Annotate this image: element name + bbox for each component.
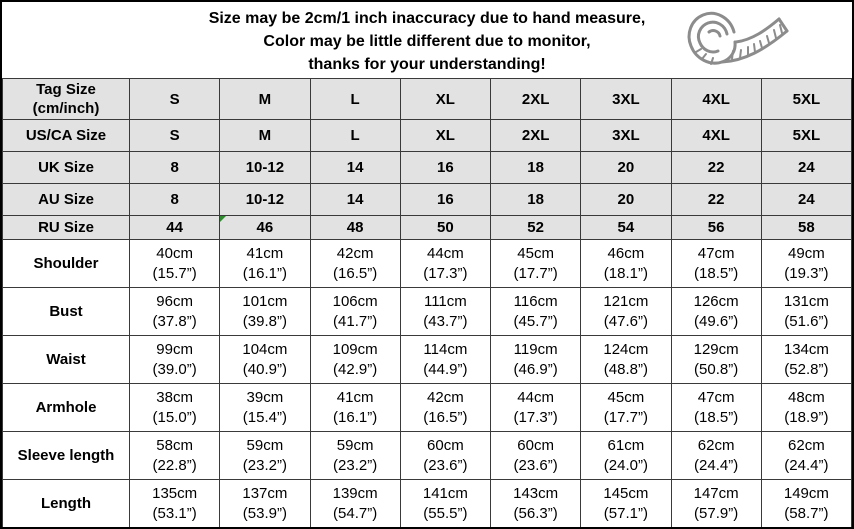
cell: 24 — [761, 152, 851, 184]
table-row — [3, 240, 852, 288]
cell: 40cm (15.7”) — [130, 240, 220, 288]
cell: 52 — [491, 216, 581, 240]
cell: 149cm (58.7”) — [761, 480, 851, 528]
cell: 62cm (24.4”) — [761, 432, 851, 480]
cell: 44cm (17.3”) — [400, 240, 490, 288]
cell: 18 — [491, 152, 581, 184]
measuring-tape-icon — [684, 6, 796, 74]
cell: 41cm (16.1”) — [310, 384, 400, 432]
cell: 44 — [130, 216, 220, 240]
row-label: Waist — [3, 336, 130, 384]
cell: 42cm (16.5”) — [310, 240, 400, 288]
cell: 41cm (16.1”) — [220, 240, 310, 288]
cell: L — [310, 79, 400, 120]
cell: 38cm (15.0”) — [130, 384, 220, 432]
cell: 3XL — [581, 120, 671, 152]
cell: 114cm (44.9”) — [400, 336, 490, 384]
cell: 96cm (37.8”) — [130, 288, 220, 336]
cell: 42cm (16.5”) — [400, 384, 490, 432]
cell: M — [220, 79, 310, 120]
table-body — [3, 79, 852, 528]
cell: 58 — [761, 216, 851, 240]
table-row — [3, 288, 852, 336]
cell: 124cm (48.8”) — [581, 336, 671, 384]
cell: 58cm (22.8”) — [130, 432, 220, 480]
cell: 20 — [581, 152, 671, 184]
cell: 116cm (45.7”) — [491, 288, 581, 336]
cell: 22 — [671, 152, 761, 184]
cell: XL — [400, 120, 490, 152]
size-chart-table — [2, 78, 852, 528]
cell: 5XL — [761, 120, 851, 152]
cell: 111cm (43.7”) — [400, 288, 490, 336]
cell: 4XL — [671, 120, 761, 152]
table-row — [3, 79, 852, 120]
cell: 47cm (18.5”) — [671, 240, 761, 288]
cell: 10-12 — [220, 184, 310, 216]
cell: 104cm (40.9”) — [220, 336, 310, 384]
cell: L — [310, 120, 400, 152]
cell: 8 — [130, 184, 220, 216]
row-label: Sleeve length — [3, 432, 130, 480]
cell: XL — [400, 79, 490, 120]
cell: 145cm (57.1”) — [581, 480, 671, 528]
row-label: UK Size — [3, 152, 130, 184]
cell: 106cm (41.7”) — [310, 288, 400, 336]
cell: 46cm (18.1”) — [581, 240, 671, 288]
cell: 14 — [310, 184, 400, 216]
cell: 47cm (18.5”) — [671, 384, 761, 432]
row-label: RU Size — [3, 216, 130, 240]
cell: 60cm (23.6”) — [491, 432, 581, 480]
cell: 135cm (53.1”) — [130, 480, 220, 528]
cell: 5XL — [761, 79, 851, 120]
cell: 137cm (53.9”) — [220, 480, 310, 528]
cell: 147cm (57.9”) — [671, 480, 761, 528]
cell: M — [220, 120, 310, 152]
cell: 8 — [130, 152, 220, 184]
table-row — [3, 152, 852, 184]
cell: 22 — [671, 184, 761, 216]
row-label: Length — [3, 480, 130, 528]
table-row — [3, 184, 852, 216]
cell: 10-12 — [220, 152, 310, 184]
disclaimer-header — [2, 2, 852, 78]
cell: 4XL — [671, 79, 761, 120]
cell: S — [130, 79, 220, 120]
cell: 60cm (23.6”) — [400, 432, 490, 480]
cell: 141cm (55.5”) — [400, 480, 490, 528]
disclaimer-line-3: thanks for your understanding! — [308, 56, 546, 73]
table-row — [3, 432, 852, 480]
cell: 101cm (39.8”) — [220, 288, 310, 336]
cell: 2XL — [491, 120, 581, 152]
table-row — [3, 384, 852, 432]
cell: 49cm (19.3”) — [761, 240, 851, 288]
cell: 56 — [671, 216, 761, 240]
cell: 139cm (54.7”) — [310, 480, 400, 528]
cell: 16 — [400, 184, 490, 216]
cell: 59cm (23.2”) — [220, 432, 310, 480]
cell: 20 — [581, 184, 671, 216]
cell: 61cm (24.0”) — [581, 432, 671, 480]
disclaimer-line-1: Size may be 2cm/1 inch inaccuracy due to hand measure, — [208, 10, 646, 27]
table-row — [3, 480, 852, 528]
cell: 59cm (23.2”) — [310, 432, 400, 480]
cell: 121cm (47.6”) — [581, 288, 671, 336]
row-label: Bust — [3, 288, 130, 336]
cell: 109cm (42.9”) — [310, 336, 400, 384]
cell: 18 — [491, 184, 581, 216]
row-label: AU Size — [3, 184, 130, 216]
cell: 119cm (46.9”) — [491, 336, 581, 384]
cell: 16 — [400, 152, 490, 184]
cell: 50 — [400, 216, 490, 240]
cell: 48 — [310, 216, 400, 240]
cell: 129cm (50.8”) — [671, 336, 761, 384]
cell: 46 — [220, 216, 310, 240]
row-label: US/CA Size — [3, 120, 130, 152]
disclaimer-line-2: Color may be little different due to monitor, — [263, 33, 591, 50]
cell: 45cm (17.7”) — [491, 240, 581, 288]
cell: 131cm (51.6”) — [761, 288, 851, 336]
table-row — [3, 120, 852, 152]
cell: 126cm (49.6”) — [671, 288, 761, 336]
cell: S — [130, 120, 220, 152]
cell: 143cm (56.3”) — [491, 480, 581, 528]
cell: 39cm (15.4”) — [220, 384, 310, 432]
table-row — [3, 216, 852, 240]
cell: 2XL — [491, 79, 581, 120]
row-label: Armhole — [3, 384, 130, 432]
cell-corner-marker — [220, 216, 226, 222]
cell: 54 — [581, 216, 671, 240]
cell: 44cm (17.3”) — [491, 384, 581, 432]
row-label: Shoulder — [3, 240, 130, 288]
cell: 99cm (39.0”) — [130, 336, 220, 384]
row-label: Tag Size (cm/inch) — [3, 79, 130, 120]
cell: 62cm (24.4”) — [671, 432, 761, 480]
cell: 14 — [310, 152, 400, 184]
cell: 48cm (18.9”) — [761, 384, 851, 432]
cell: 134cm (52.8”) — [761, 336, 851, 384]
table-row — [3, 336, 852, 384]
cell: 3XL — [581, 79, 671, 120]
cell: 24 — [761, 184, 851, 216]
cell: 45cm (17.7”) — [581, 384, 671, 432]
